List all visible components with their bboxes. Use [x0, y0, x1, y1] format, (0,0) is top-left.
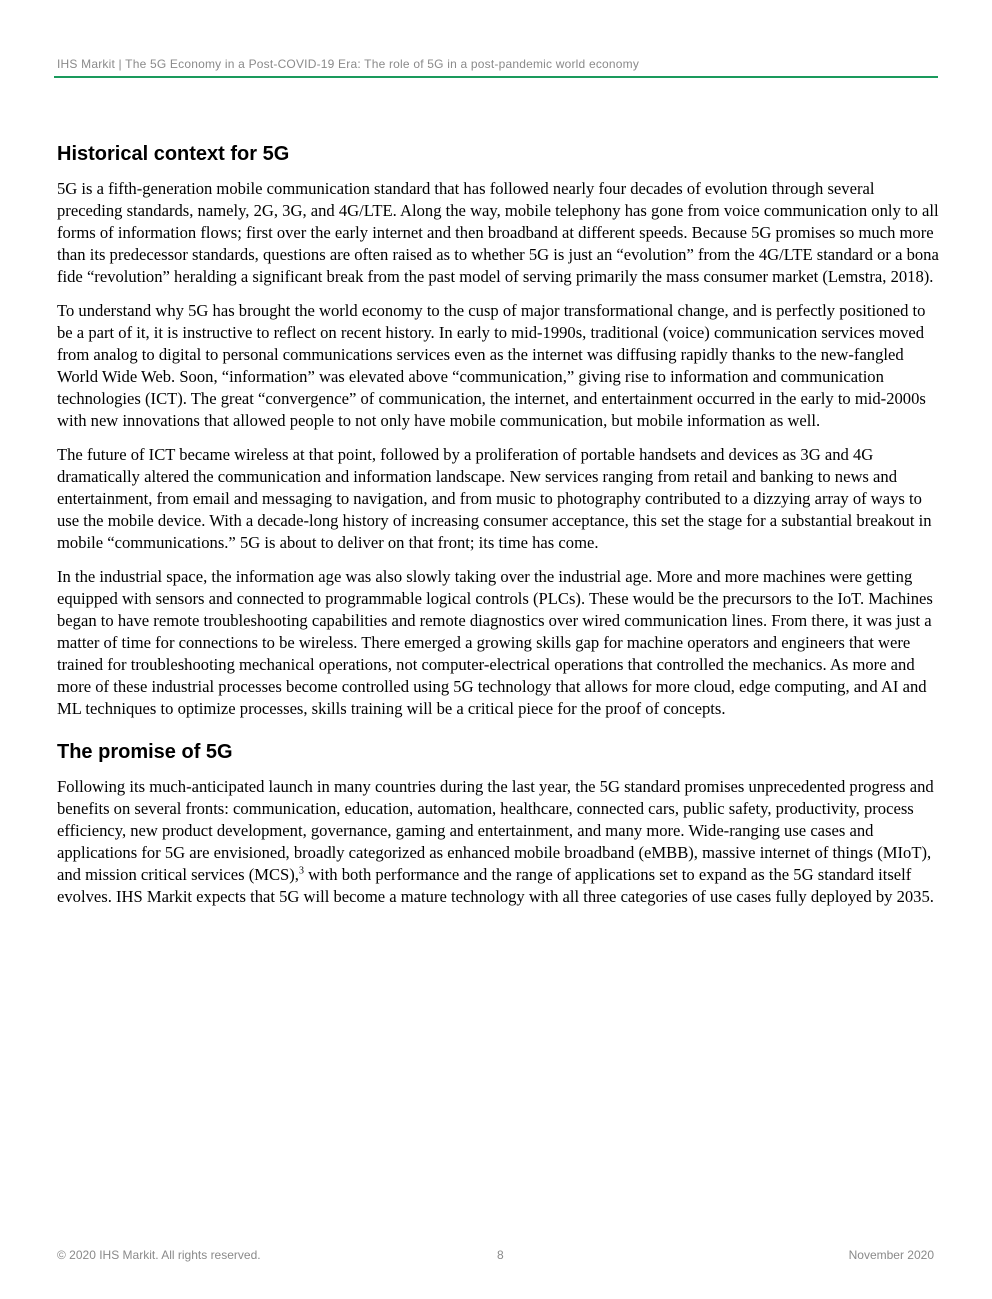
paragraph-text: with both performance and the range of applications set to expand as the 5G standard itself evolves. IHS Markit expects that 5G will become a mature technology with all three categories of use cases fully deployed by 2035.: [57, 865, 934, 906]
page-body: [57, 140, 939, 920]
paragraph: [57, 776, 939, 908]
footer-date: November 2020: [848, 1248, 934, 1262]
footer-page-number: 8: [497, 1248, 504, 1262]
section-heading-historical-context: Historical context for 5G: [57, 143, 290, 165]
header-divider: [54, 76, 938, 78]
paragraph: 5G is a fifth-generation mobile communication standard that has followed nearly four decades of evolution through several preceding standards, namely, 2G, 3G, and 4G/LTE. Along the way, mobile telephony has gone from voice communication only to all forms of information flows; first over the early internet and then broadband at different speeds. Because 5G promises so much more than its predecessor standards, questions are often raised as to whether 5G is just an “evolution” from the 4G/LTE standard or a bona fide “revolution” heralding a significant break from the past model of serving primarily the mass consumer market (Lemstra, 2018).: [57, 179, 939, 286]
running-header: IHS Markit | The 5G Economy in a Post-COVID-19 Era: The role of 5G in a post-pandemic world economy: [57, 57, 640, 71]
paragraph: In the industrial space, the information age was also slowly taking over the industrial age. More and more machines were getting equipped with sensors and connected to programmable logical controls (PLCs). These would be the precursors to the IoT. Machines began to have remote troubleshooting capabilities and remote diagnostics over wired communication lines. From there, it was just a matter of time for connections to be wireless. There emerged a growing skills gap for machine operators and engineers that were trained for troubleshooting mechanical operations, not computer-electrical operations that controlled the mechanics. As more and more of these industrial processes become controlled using 5G technology that allows for more cloud, edge computing, and AI and ML techniques to optimize processes, skills training will be a critical piece for the proof of concepts.: [57, 567, 933, 718]
footnote-reference[interactable]: 3: [298, 865, 304, 877]
paragraph: The future of ICT became wireless at that point, followed by a proliferation of portable handsets and devices as 3G and 4G dramatically altered the communication and information landscape. New services ranging from retail and banking to news and entertainment, from email and messaging to navigation, and from music to photography contributed to a dizzying array of ways to use the mobile device. With a decade-long history of increasing consumer acceptance, this set the stage for a substantial breakout in mobile “communications.” 5G is about to deliver on that front; its time has come.: [57, 445, 932, 552]
paragraph: To understand why 5G has brought the world economy to the cusp of major transformational change, and is perfectly positioned to be a part of it, it is instructive to reflect on recent history. In early to mid-1990s, traditional (voice) communication services moved from analog to digital to personal communications services even as the internet was diffusing rapidly thanks to the new-fangled World Wide Web. Soon, “information” was elevated above “communication,” giving rise to information and communication technologies (ICT). The great “convergence” of communication, the internet, and entertainment occurred in the early to mid-2000s with new innovations that allowed people to not only have mobile communication, but mobile information as well.: [57, 301, 926, 430]
footer-copyright: © 2020 IHS Markit. All rights reserved.: [57, 1248, 261, 1262]
section-heading-promise-of-5g: The promise of 5G: [57, 741, 233, 763]
paragraph-text: Following its much-anticipated launch in many countries during the last year, the 5G standard promises unprecedented progress and benefits on several fronts: communication, education, automation, healthcare, connected cars, public safety, productivity, process efficiency, new product development, governance, gaming and entertainment, and many more. Wide-ranging use cases and applications for 5G are envisioned, broadly categorized as enhanced mobile broadband (eMBB), massive internet of things (MIoT), and mission critical services (MCS),: [57, 777, 934, 884]
